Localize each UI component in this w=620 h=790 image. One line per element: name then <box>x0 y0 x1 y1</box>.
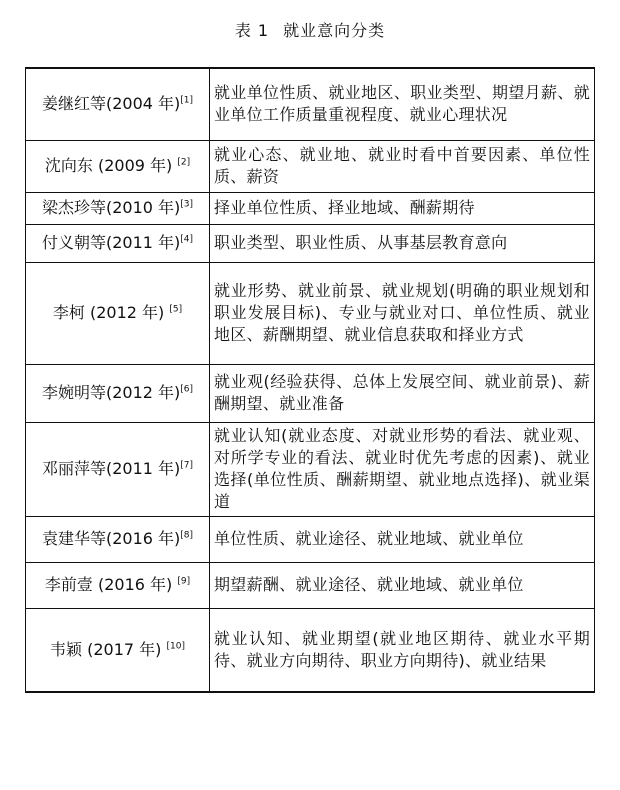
author-cell <box>26 224 210 262</box>
author-name: 李前壹 (2016 年) <box>44 575 178 594</box>
author-cell <box>26 608 210 692</box>
table-number: 表 1 <box>234 21 270 40</box>
content-cell: 就业心态、就业地、就业时看中首要因素、单位性质、薪资 <box>210 140 595 192</box>
table-row <box>26 562 595 608</box>
content-cell: 期望薪酬、就业途径、就业地域、就业单位 <box>210 562 595 608</box>
author-cell <box>26 140 210 192</box>
content-cell: 就业观(经验获得、总体上发展空间、就业前景)、薪酬期望、就业准备 <box>210 364 595 422</box>
author-cell <box>26 516 210 562</box>
table-row <box>26 364 595 422</box>
author-name: 姜继红等(2004 年) <box>41 94 181 114</box>
author-name: 袁建华等(2016 年) <box>41 529 181 548</box>
reference-mark: [3] <box>180 199 194 210</box>
author-cell <box>26 68 210 140</box>
reference-mark: [9] <box>177 576 191 587</box>
author-name: 李婉明等(2012 年) <box>41 383 181 402</box>
author-cell <box>26 364 210 422</box>
content-cell: 就业认知(就业态度、对就业形势的看法、就业观、对所学专业的看法、就业时优先考虑的因素)、就业选择(单位性质、酬薪期望、就业地点选择)、就业渠道 <box>210 422 595 516</box>
content-cell: 单位性质、就业途径、就业地域、就业单位 <box>210 516 595 562</box>
table-row <box>26 516 595 562</box>
reference-mark: [4] <box>180 234 194 245</box>
author-name: 李柯 (2012 年) <box>52 303 170 322</box>
reference-mark: [1] <box>180 95 194 106</box>
content-cell: 就业认知、就业期望(就业地区期待、就业水平期待、就业方向期待、职业方向期待)、就业结果 <box>210 608 595 692</box>
table-row <box>26 262 595 364</box>
author-cell <box>26 192 210 224</box>
author-cell <box>26 422 210 516</box>
reference-mark: [10] <box>166 641 185 652</box>
reference-mark: [5] <box>169 304 183 315</box>
content-cell: 职业类型、职业性质、从事基层教育意向 <box>210 224 595 262</box>
table-row <box>26 68 595 140</box>
author-name: 沈向东 (2009 年) <box>44 156 178 175</box>
author-cell <box>26 262 210 364</box>
author-name: 付义朝等(2011 年) <box>41 233 181 252</box>
table-row <box>26 224 595 262</box>
reference-mark: [8] <box>180 530 194 541</box>
author-cell <box>26 562 210 608</box>
employment-intention-table <box>25 67 595 693</box>
table-title: 就业意向分类 <box>283 21 386 40</box>
content-cell: 就业形势、就业前景、就业规划(明确的职业规划和职业发展目标)、专业与就业对口、单位性质、就业地区、薪酬期望、就业信息获取和择业方式 <box>210 262 595 364</box>
content-cell: 就业单位性质、就业地区、职业类型、期望月薪、就业单位工作质量重视程度、就业心理状况 <box>210 68 595 140</box>
reference-mark: [7] <box>180 460 194 471</box>
author-name: 梁杰珍等(2010 年) <box>41 198 181 217</box>
table-row <box>26 608 595 692</box>
table-row <box>26 192 595 224</box>
reference-mark: [2] <box>177 157 191 168</box>
author-name: 邓丽萍等(2011 年) <box>41 459 181 478</box>
table-row <box>26 140 595 192</box>
reference-mark: [6] <box>180 384 194 395</box>
content-cell: 择业单位性质、择业地域、酬薪期待 <box>210 192 595 224</box>
table-caption <box>0 18 620 41</box>
table-row <box>26 422 595 516</box>
author-name: 韦颖 (2017 年) <box>50 639 167 659</box>
